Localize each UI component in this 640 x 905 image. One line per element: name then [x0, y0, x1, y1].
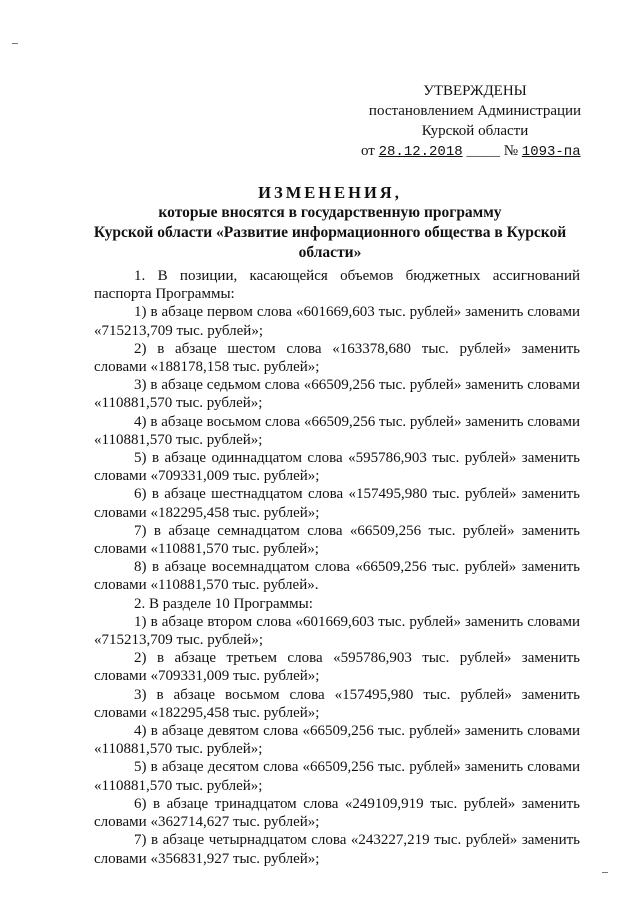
- paragraph: 1. В позиции, касающейся объемов бюджетных ассигнований паспорта Программы:: [94, 268, 580, 303]
- date-blank: ____: [466, 144, 500, 160]
- approval-date: 28.12.2018: [378, 144, 463, 160]
- number-prefix: №: [503, 143, 519, 159]
- scan-mark-top: [12, 43, 18, 44]
- paragraph: 1) в абзаце первом слова «601669,603 тыс. рублей» заменить словами «715213,709 тыс. рублей»;: [94, 304, 580, 339]
- paragraph: 6) в абзаце тринадцатом слова «249109,919 тыс. рублей» заменить словами «362714,627 тыс. рублей»;: [94, 795, 580, 831]
- paragraph: 7) в абзаце четырнадцатом слова «243227,219 тыс. рублей» заменить словами «356831,927 тыс. рублей»;: [94, 832, 580, 867]
- heading-line-4: области»: [298, 244, 362, 261]
- paragraph: 3) в абзаце восьмом слова «157495,980 тыс. рублей» заменить словами «182295,458 тыс. рублей»;: [94, 686, 580, 721]
- paragraph: 2) в абзаце шестом слова «163378,680 тыс. рублей» заменить словами «188178,158 тыс. рублей»;: [94, 340, 580, 376]
- paragraph: 6) в абзаце шестнадцатом слова «157495,980 тыс. рублей» заменить словами «182295,458 тыс. рублей»;: [94, 486, 580, 521]
- approval-title: УТВЕРЖДЕНЫ: [423, 83, 527, 99]
- paragraph: 2) в абзаце третьем слова «595786,903 тыс. рублей» заменить словами «709331,009 тыс. рублей»;: [94, 650, 580, 685]
- scan-mark-bottom: [602, 872, 608, 873]
- paragraph: 1) в абзаце втором слова «601669,603 тыс. рублей» заменить словами «715213,709 тыс. рублей»;: [94, 613, 580, 649]
- paragraph: 5) в абзаце десятом слова «66509,256 тыс. рублей» заменить словами «110881,570 тыс. рублей»;: [94, 759, 580, 794]
- date-prefix: от: [361, 143, 375, 159]
- paragraph: 4) в абзаце девятом слова «66509,256 тыс. рублей» заменить словами «110881,570 тыс. рублей»;: [94, 723, 580, 758]
- document-heading: [90, 183, 570, 263]
- approval-block: [355, 81, 595, 162]
- paragraph: 5) в абзаце одиннадцатом слова «595786,903 тыс. рублей» заменить словами «709331,009 тыс. рублей»;: [94, 450, 580, 485]
- approval-line-2: Курской области: [421, 123, 529, 139]
- heading-line-3: Курской области «Развитие информационного общества в Курской: [93, 224, 567, 241]
- paragraph: 4) в абзаце восьмом слова «66509,256 тыс. рублей» заменить словами «110881,570 тыс. рублей»;: [94, 413, 580, 448]
- paragraph: 8) в абзаце восемнадцатом слова «66509,256 тыс. рублей» заменить словами «110881,570 тыс. рублей».: [94, 559, 580, 594]
- paragraph: 2. В разделе 10 Программы:: [134, 595, 313, 612]
- paragraph: 3) в абзаце седьмом слова «66509,256 тыс. рублей» заменить словами «110881,570 тыс. рублей»;: [94, 377, 580, 412]
- paragraph: 7) в абзаце семнадцатом слова «66509,256 тыс. рублей» заменить словами «110881,570 тыс. рублей»;: [94, 522, 580, 558]
- approval-line-1: постановлением Администрации: [368, 103, 582, 119]
- heading-line-2: которые вносятся в государственную программу: [158, 204, 502, 221]
- document-body: [94, 267, 580, 868]
- approval-number: 1093-па: [521, 144, 581, 160]
- heading-title: ИЗМЕНЕНИЯ,: [258, 183, 402, 202]
- approval-date-number-line: [355, 141, 595, 162]
